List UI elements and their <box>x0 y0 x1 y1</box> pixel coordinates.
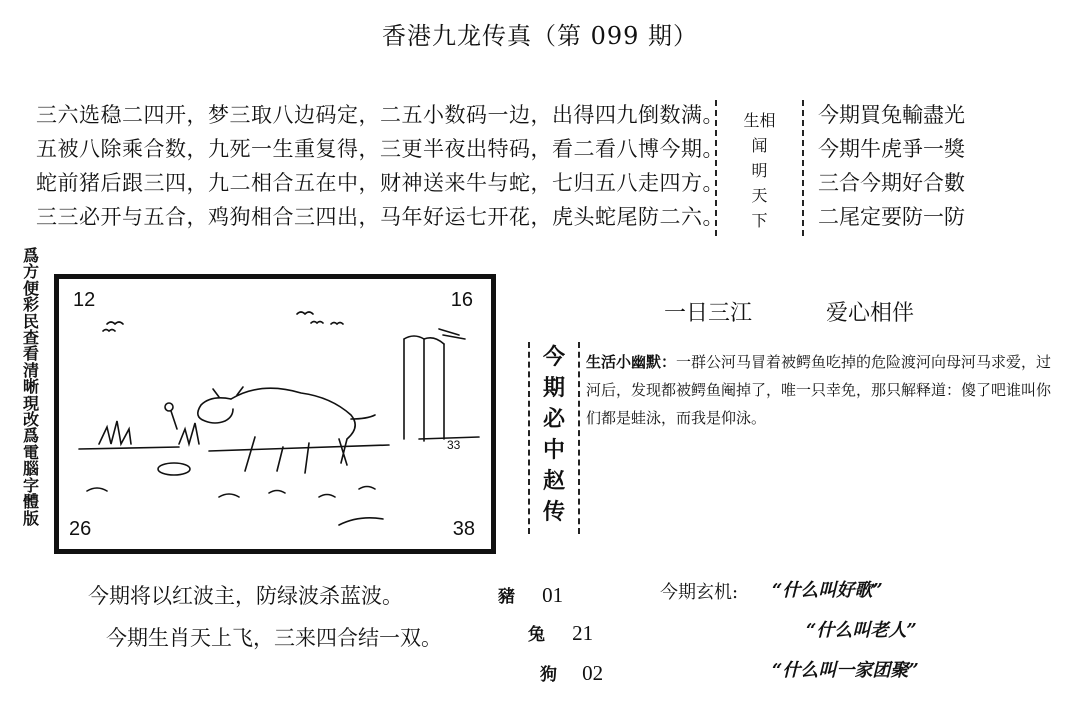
humor-paragraph <box>586 348 1056 432</box>
right-verse-line: 三合今期好合數 <box>818 171 965 195</box>
vertical-label-char: 明 <box>751 161 768 180</box>
zodiac-pick <box>540 660 603 686</box>
prediction-char: 今 <box>542 344 565 370</box>
riddle-label: 今期玄机: <box>660 582 739 603</box>
right-verse-line: 二尾定要防一防 <box>818 205 965 229</box>
prediction-char: 中 <box>542 437 565 463</box>
poem-block <box>36 98 724 234</box>
riddle-quote: “什么叫好歌” <box>772 580 883 601</box>
poem-line: 三三必开与五合，鸡狗相合三四出，马年好运七开花，虎头蛇尾防二六。 <box>36 205 724 229</box>
prediction-char: 传 <box>542 499 565 525</box>
side-note-char: 電 <box>22 442 39 462</box>
right-verse-block <box>818 98 965 234</box>
side-note-char: 彩 <box>22 295 39 315</box>
bottom-line: 今期将以红波主，防绿波杀蓝波。 <box>88 584 403 608</box>
side-note-char: 現 <box>22 393 39 413</box>
svg-text:33: 33 <box>447 438 461 452</box>
side-note-char: 版 <box>22 508 39 528</box>
side-note-char: 腦 <box>22 459 39 479</box>
picture-number-bottom-left: 26 <box>69 518 92 540</box>
side-note-char: 查 <box>22 328 39 348</box>
zodiac-animal: 狗 <box>540 665 557 685</box>
side-note-char: 爲 <box>22 426 39 446</box>
vertical-label-char: 生相 <box>743 111 776 130</box>
picture-number-bottom-right: 38 <box>452 518 475 540</box>
zodiac-animal: 兔 <box>528 625 545 645</box>
page-title: 香港九龙传真（第 099 期） <box>381 22 699 50</box>
prediction-char: 赵 <box>542 468 565 494</box>
right-verse-line: 今期買兔輸盡光 <box>818 103 965 127</box>
phrase-right: 爱心相伴 <box>826 301 915 326</box>
humor-text: 一群公河马冒着被鳄鱼吃掉的危险渡河向母河马求爱，过河后，发现都被鳄鱼阉掉了，唯一只幸免，那只解释道：傻了吧谁叫你们都是蛙泳，而我是仰泳。 <box>586 353 1052 427</box>
ox-drawing <box>59 279 491 549</box>
vertical-label-char: 下 <box>751 211 768 230</box>
side-note-char: 晰 <box>22 377 39 397</box>
prediction-char: 必 <box>542 406 565 432</box>
zodiac-number: 21 <box>572 621 594 645</box>
vertical-label-char: 闻 <box>751 136 768 155</box>
right-verse-line: 今期牛虎爭一獎 <box>818 137 965 161</box>
picture-number-top-right: 16 <box>450 289 473 311</box>
side-note-char: 看 <box>22 344 39 364</box>
zodiac-animal: 豬 <box>498 587 515 607</box>
prediction-char: 期 <box>542 375 565 401</box>
zodiac-pick <box>498 582 563 608</box>
zodiac-pick <box>528 620 593 646</box>
poem-line: 蛇前猪后跟三四，九二相合五在中，财神送来牛与蛇，七归五八走四方。 <box>36 171 724 195</box>
riddle-quote: “什么叫老人” <box>806 620 917 641</box>
phrase-left: 一日三江 <box>664 301 753 326</box>
poem-line: 三六选稳二四开，梦三取八边码定，二五小数码一边，出得四九倒数满。 <box>36 103 724 127</box>
side-note-char: 民 <box>22 311 39 331</box>
zodiac-number: 01 <box>542 583 564 607</box>
side-note-char: 改 <box>22 410 39 430</box>
bottom-line: 今期生肖天上飞，三来四合结一双。 <box>106 626 442 650</box>
side-note-char: 爲 <box>22 246 39 265</box>
vertical-prediction-box <box>528 342 580 534</box>
illustration-frame <box>54 274 496 554</box>
zodiac-number: 02 <box>582 661 604 685</box>
side-vertical-note <box>14 248 48 527</box>
side-note-char: 便 <box>22 278 39 298</box>
humor-heading: 生活小幽默： <box>586 353 677 371</box>
picture-number-top-left: 12 <box>73 289 96 311</box>
vertical-label-char: 天 <box>751 186 768 205</box>
side-note-char: 清 <box>22 360 39 380</box>
side-note-char: 體 <box>22 492 39 512</box>
side-note-char: 字 <box>22 475 39 495</box>
side-note-char: 方 <box>22 262 39 282</box>
poem-line: 五被八除乘合数，九死一生重复得，三更半夜出特码，看二看八博今期。 <box>36 137 724 161</box>
riddle-quote: “什么叫一家团聚” <box>772 660 919 681</box>
vertical-label-box <box>715 100 804 236</box>
